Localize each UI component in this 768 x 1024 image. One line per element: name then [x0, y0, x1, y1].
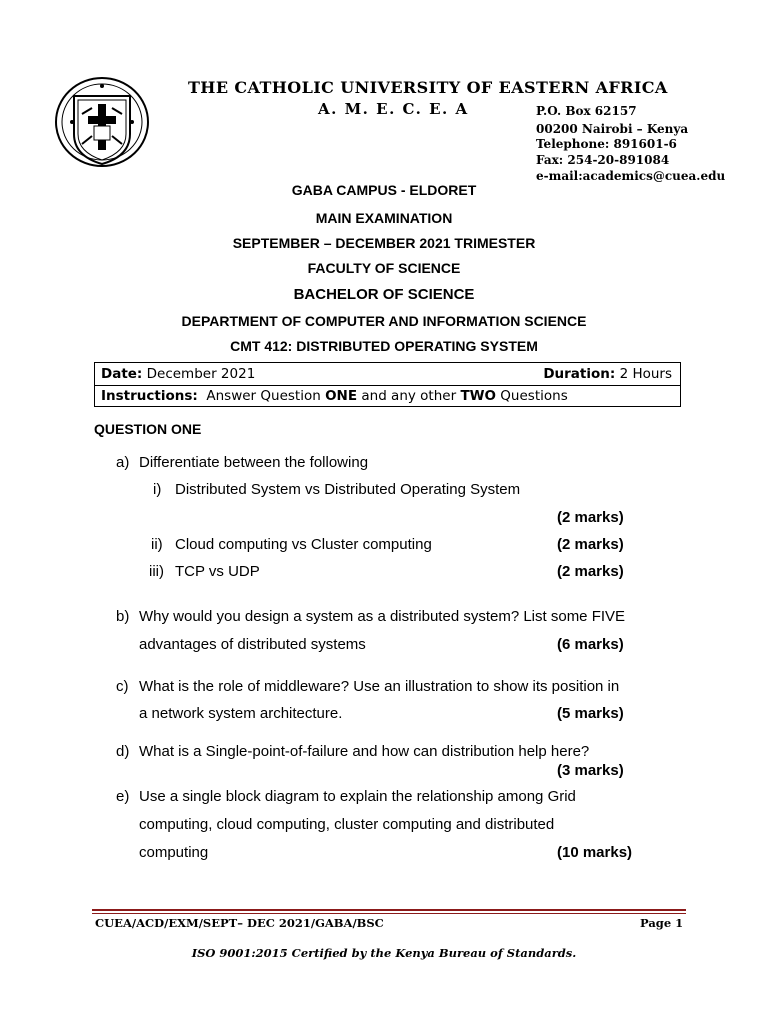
- instructions-text-3: Questions: [496, 388, 568, 404]
- question-a-i-marker: i): [153, 481, 162, 498]
- question-c-line2: a network system architecture.: [139, 705, 343, 722]
- amecea-label: A. M. E. C. E. A: [318, 100, 469, 118]
- footer-exam-code: CUEA/ACD/EXM/SEPT– DEC 2021/GABA/BSC: [95, 916, 384, 930]
- question-a-text: Differentiate between the following: [139, 454, 369, 471]
- trimester-heading: SEPTEMBER – DECEMBER 2021 TRIMESTER: [232, 235, 536, 251]
- instructions-text-1: Answer Question: [206, 388, 326, 404]
- question-e-line2: computing, cloud computing, cluster computing and distributed: [139, 816, 555, 833]
- question-a-iii-marks: (2 marks): [557, 563, 624, 580]
- question-d-line1: What is a Single-point-of-failure and how can distribution help here?: [139, 743, 590, 760]
- date-value: December 2021: [146, 366, 256, 382]
- question-e-marks: (10 marks): [557, 844, 633, 861]
- address-fax: Fax: 254-20-891084: [536, 153, 670, 167]
- question-a-ii-marker: ii): [151, 536, 163, 553]
- question-e-line1: Use a single block diagram to explain the relationship among Grid: [139, 788, 576, 805]
- question-b-line2: advantages of distributed systems: [139, 636, 366, 653]
- question-c-marker: c): [116, 678, 129, 695]
- date-label: Date:: [101, 366, 143, 382]
- instructions-row: [95, 385, 680, 407]
- university-seal: [52, 74, 152, 174]
- footer-iso-statement: ISO 9001:2015 Certified by the Kenya Bureau of Standards.: [191, 946, 577, 960]
- question-a-ii-text: Cloud computing vs Cluster computing: [175, 536, 432, 553]
- date-field: [101, 366, 255, 382]
- duration-value: 2 Hours: [619, 366, 672, 382]
- question-b-line1: Why would you design a system as a distributed system? List some FIVE: [139, 608, 626, 625]
- footer-divider-thick: [92, 909, 686, 911]
- question-b-marker: b): [116, 608, 130, 625]
- question-c-marks: (5 marks): [557, 705, 624, 722]
- footer-divider-thin: [92, 913, 686, 914]
- instructions-label: Instructions:: [101, 388, 198, 404]
- question-a-iii-text: TCP vs UDP: [175, 563, 260, 580]
- exam-type-heading: MAIN EXAMINATION: [315, 210, 453, 226]
- footer-page-number: Page 1: [640, 916, 684, 930]
- instructions-text-2: and any other: [357, 388, 461, 404]
- question-a-i-text: Distributed System vs Distributed Operating System: [175, 481, 521, 498]
- question-d-marks: (3 marks): [557, 762, 624, 779]
- question-d-marker: d): [116, 743, 130, 760]
- course-heading: CMT 412: DISTRIBUTED OPERATING SYSTEM: [230, 338, 538, 354]
- question-a-ii-marks: (2 marks): [557, 536, 624, 553]
- address-po-box: P.O. Box 62157: [536, 104, 637, 118]
- question-one-heading: QUESTION ONE: [94, 421, 202, 437]
- question-b-marks: (6 marks): [557, 636, 624, 653]
- campus-heading: GABA CAMPUS - ELDORET: [291, 182, 477, 198]
- question-a-i-marks: (2 marks): [557, 509, 624, 526]
- duration-label: Duration:: [543, 366, 616, 382]
- exam-info-box: [94, 362, 681, 407]
- question-e-line3: computing: [139, 844, 209, 861]
- address-email: e-mail:academics@cuea.edu: [536, 169, 726, 183]
- question-e-marker: e): [116, 788, 130, 805]
- duration-field: [543, 366, 672, 382]
- address-city: 00200 Nairobi – Kenya: [536, 122, 689, 136]
- instructions-one: ONE: [325, 388, 358, 404]
- date-duration-row: [95, 363, 680, 386]
- degree-heading: BACHELOR OF SCIENCE: [293, 286, 475, 303]
- department-heading: DEPARTMENT OF COMPUTER AND INFORMATION SCIENCE: [181, 313, 587, 329]
- question-a-iii-marker: iii): [149, 563, 164, 580]
- question-a-marker: a): [116, 454, 130, 471]
- instructions-two: TWO: [460, 388, 497, 404]
- university-name: THE CATHOLIC UNIVERSITY OF EASTERN AFRICA: [188, 78, 668, 97]
- address-telephone: Telephone: 891601-6: [536, 137, 677, 151]
- faculty-heading: FACULTY OF SCIENCE: [307, 260, 461, 276]
- instructions-field: [101, 388, 568, 404]
- question-c-line1: What is the role of middleware? Use an illustration to show its position in: [139, 678, 620, 695]
